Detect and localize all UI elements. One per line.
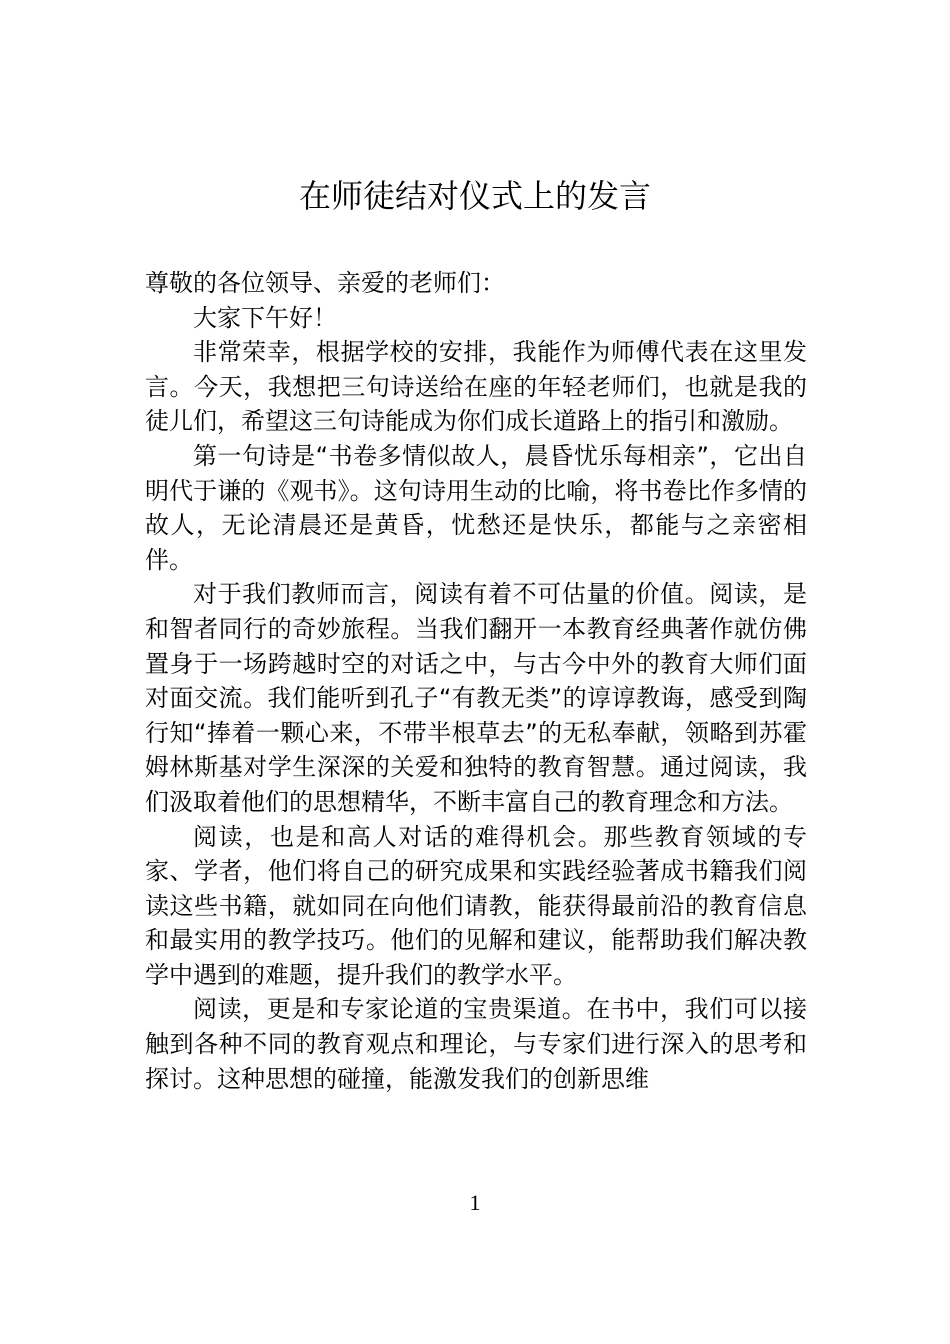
paragraph-reading-value: 对于我们教师而言，阅读有着不可估量的价值。阅读，是和智者同行的奇妙旅程。当我们翻开一本教育经典著作就仿佛置身于一场跨越时空的对话之中，与古今中外的教育大师们面对面交流。我们能听到孔子“有教无类”的谆谆教诲，感受到陶行知“捧着一颗心来，不带半根草去”的无私奉献，领略到苏霍姆林斯基对学生深深的关爱和独特的教育智慧。通过阅读，我们汲取着他们的思想精华，不断丰富自己的教育理念和方法。 [145,580,807,816]
paragraph-reading-experts: 阅读，也是和高人对话的难得机会。那些教育领域的专家、学者，他们将自己的研究成果和实践经验著成书籍我们阅读这些书籍，就如同在向他们请教，能获得最前沿的教育信息和最实用的教学技巧。他们的见解和建议，能帮助我们解决教学中遇到的难题，提升我们的教学水平。 [145,822,807,989]
paragraph-intro: 非常荣幸，根据学校的安排，我能作为师傅代表在这里发言。今天，我想把三句诗送给在座的年轻老师们，也就是我的徒儿们，希望这三句诗能成为你们成长道路上的指引和激励。 [145,338,807,436]
paragraph-greeting: 大家下午好！ [193,303,337,332]
paragraph-first-poem: 第一句诗是“书卷多情似故人，晨昏忧乐每相亲”，它出自明代于谦的《观书》。这句诗用生动的比喻，将书卷比作多情的故人，无论清晨还是黄昏，忧愁还是快乐，都能与之亲密相伴。 [145,441,807,574]
salutation: 尊敬的各位领导、亲爱的老师们： [145,269,505,297]
paragraph-reading-discussion: 阅读，更是和专家论道的宝贵渠道。在书中，我们可以接触到各种不同的教育观点和理论，与专家们进行深入的思考和探讨。这种思想的碰撞，能激发我们的创新思维 [145,995,807,1093]
document-body [145,266,807,1096]
page-number: 1 [469,1190,481,1215]
document-title: 在师徒结对仪式上的发言 [298,177,651,215]
